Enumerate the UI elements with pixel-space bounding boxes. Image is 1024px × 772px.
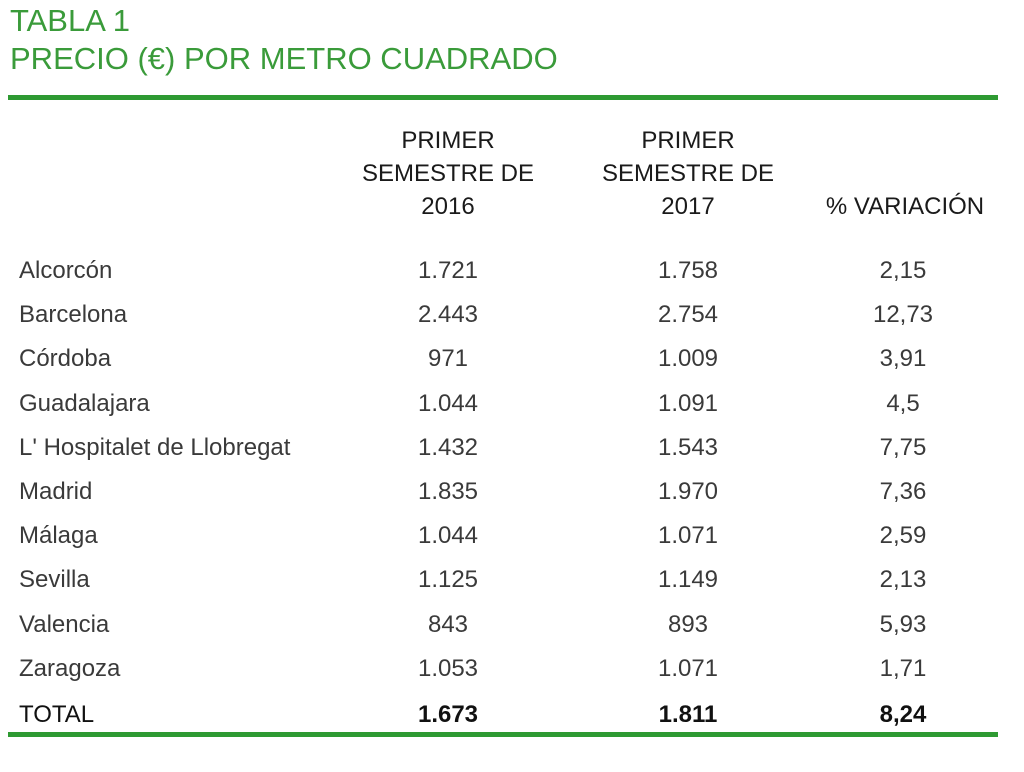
- city-cell: Barcelona: [19, 301, 128, 328]
- top-rule: [8, 95, 998, 100]
- value-2016-cell: 1.835: [417, 478, 479, 505]
- value-2016-cell: 1.721: [417, 257, 479, 284]
- table-subtitle: PRECIO (€) POR METRO CUADRADO: [10, 41, 558, 76]
- value-2016-cell: 1.044: [417, 390, 479, 417]
- total-variation: 8,24: [879, 701, 927, 728]
- city-cell: Guadalajara: [19, 390, 150, 417]
- table-row: [0, 384, 1024, 424]
- city-cell: Valencia: [19, 611, 110, 638]
- variation-cell: 7,36: [879, 478, 927, 505]
- variation-cell: 2,15: [879, 257, 927, 284]
- total-2016: 1.673: [417, 701, 479, 728]
- table-row: [0, 516, 1024, 556]
- value-2017-cell: 1.970: [657, 478, 719, 505]
- city-cell: Zaragoza: [19, 655, 121, 682]
- value-2017-cell: 1.758: [657, 257, 719, 284]
- value-2017-cell: 1.543: [657, 434, 719, 461]
- header-2016: [340, 124, 556, 223]
- value-2016-cell: 2.443: [417, 301, 479, 328]
- value-2017-cell: 1.071: [657, 522, 719, 549]
- table-row: [0, 339, 1024, 379]
- table-row: [0, 295, 1024, 335]
- table-row: [0, 251, 1024, 291]
- table-row: [0, 605, 1024, 645]
- value-2016-cell: 843: [427, 611, 469, 638]
- bottom-rule: [8, 732, 998, 737]
- variation-cell: 4,5: [886, 390, 920, 417]
- variation-cell: 3,91: [879, 345, 927, 372]
- value-2017-cell: 1.009: [657, 345, 719, 372]
- header-2016-line: PRIMER: [401, 127, 495, 154]
- table-row: [0, 428, 1024, 468]
- table-row: [0, 560, 1024, 600]
- header-2017: [580, 124, 796, 223]
- variation-cell: 2,13: [879, 566, 927, 593]
- value-2016-cell: 971: [427, 345, 469, 372]
- header-2016-line: 2016: [421, 193, 475, 220]
- value-2016-cell: 1.125: [417, 566, 479, 593]
- header-2017-line: PRIMER: [641, 127, 735, 154]
- variation-cell: 5,93: [879, 611, 927, 638]
- city-cell: Sevilla: [19, 566, 90, 593]
- table-row: [0, 649, 1024, 689]
- variation-cell: 7,75: [879, 434, 927, 461]
- city-cell: Málaga: [19, 522, 98, 549]
- total-2017: 1.811: [658, 701, 718, 728]
- variation-cell: 2,59: [879, 522, 927, 549]
- total-label: TOTAL: [19, 701, 95, 728]
- value-2016-cell: 1.044: [417, 522, 479, 549]
- value-2016-cell: 1.053: [417, 655, 479, 682]
- variation-cell: 1,71: [879, 655, 927, 682]
- value-2017-cell: 1.071: [657, 655, 719, 682]
- total-row: [0, 695, 1024, 735]
- value-2017-cell: 893: [667, 611, 709, 638]
- header-2017-line: 2017: [661, 193, 715, 220]
- value-2017-cell: 1.091: [657, 390, 719, 417]
- city-cell: Madrid: [19, 478, 93, 505]
- table-row: [0, 472, 1024, 512]
- variation-cell: 12,73: [872, 301, 934, 328]
- header-2016-line: SEMESTRE DE: [361, 160, 535, 187]
- header-2017-line: SEMESTRE DE: [601, 160, 775, 187]
- table-title: TABLA 1: [10, 3, 131, 38]
- value-2017-cell: 1.149: [657, 566, 719, 593]
- header-variation: % VARIACIÓN: [825, 193, 985, 220]
- city-cell: Alcorcón: [19, 257, 113, 284]
- value-2016-cell: 1.432: [417, 434, 479, 461]
- city-cell: Córdoba: [19, 345, 112, 372]
- value-2017-cell: 2.754: [657, 301, 719, 328]
- city-cell: L' Hospitalet de Llobregat: [19, 434, 291, 461]
